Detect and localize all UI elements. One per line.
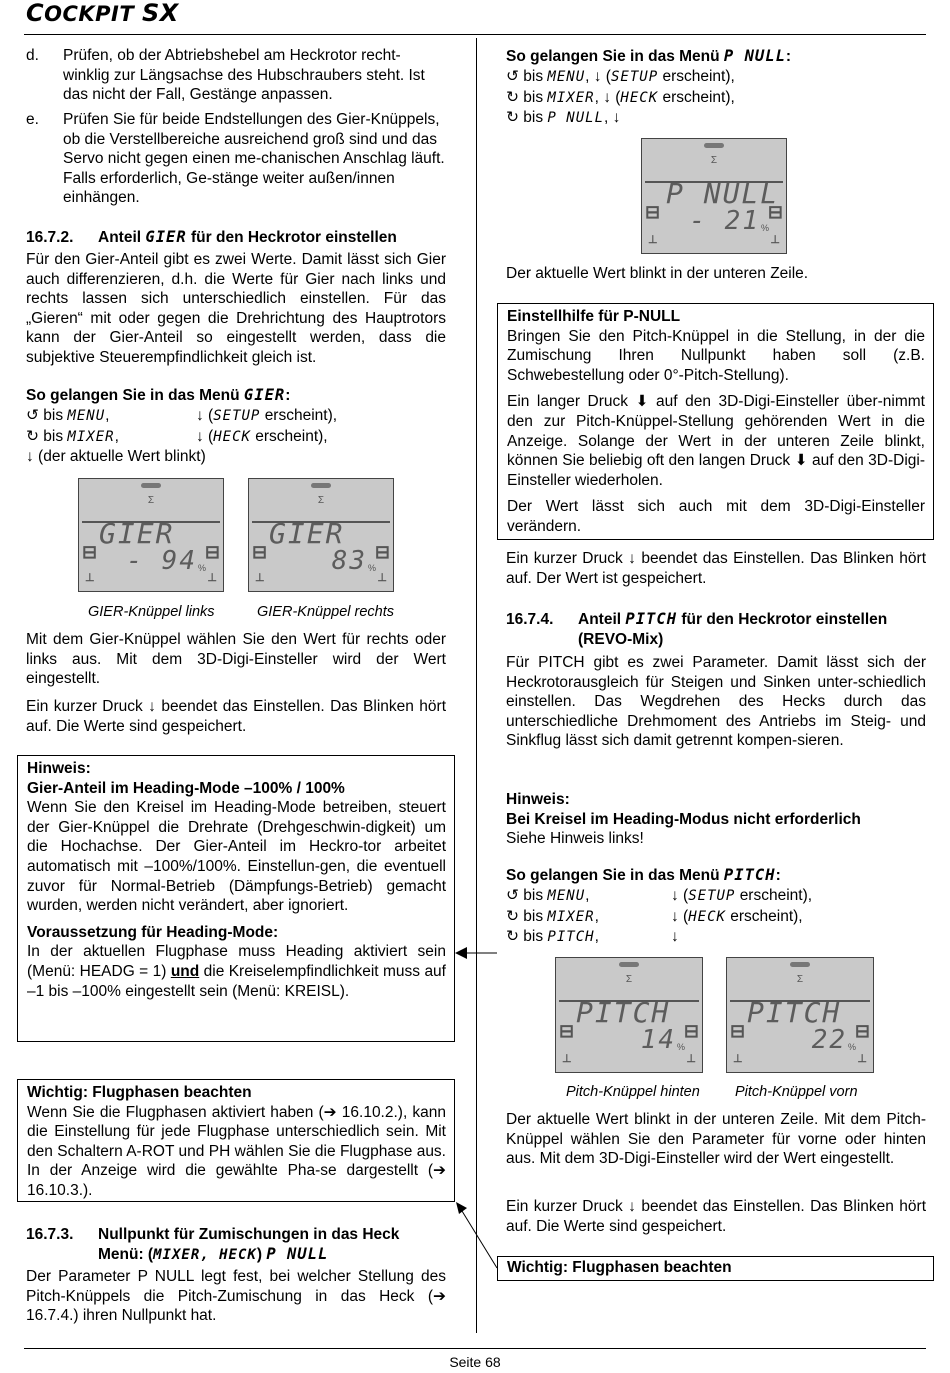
menu-path-heading-pitch: So gelangen Sie in das Menü PITCH: — [506, 866, 781, 884]
caption-pitch-front: Pitch-Knüppel vorn — [735, 1084, 858, 1100]
warning-box-flight-phases-right: Wichtig: Flugphasen beachten — [497, 1256, 934, 1281]
menu-path-heading: So gelangen Sie in das Menü GIER: — [26, 386, 291, 404]
para-blink-pitch: Der aktuelle Wert blinkt in der unteren Zeile. Mit dem Pitch-Knüppel wählen Sie den Parameter für vorne oder hinten aus. Mit dem 3D-Digi-Einsteller wird der Wert eingestellt. — [506, 1111, 926, 1168]
section-body-16-7-4: Für PITCH gibt es zwei Parameter. Damit lässt sich der Heckrotorausgleich für Steigen und Sinken unter-schiedlich einstellen. Das Wegdrehen des Hecks durch das unterschiedliche Drehmoment des Antriebs im Steig- und Sinkflug lässt sich damit getrennt kompen-sieren. — [506, 654, 926, 750]
lcd-screen-pitch-rear: Σ PITCH 14 % ⊟ ⊟ ⊥ ⊥ — [555, 957, 703, 1073]
section-heading-16-7-4: 16.7.4. Anteil PITCH für den Heckrotor einstellen (REVO-Mix) — [506, 610, 888, 648]
blink-line: Der aktuelle Wert blinkt in der unteren Zeile. — [506, 265, 809, 282]
para-short-press-pitch: Ein kurzer Druck ↓ beendet das Einstellen. Das Blinken hört auf. Die Werte sind gespeichert. — [506, 1198, 926, 1235]
warning-box-flight-phases: Wichtig: Flugphasen beachten Wenn Sie die Flugphasen aktiviert haben (➔ 16.10.2.), kann die Einstellung für jede Flugphase unterschiedlich sein. Mit den Schaltern A-ROT und PH wählen Sie die Flugphase aus. In der Anzeige wird die gewählte Pha-se dargestellt (➔ 16.10.3.). — [17, 1079, 455, 1202]
note-box-heading-mode: Hinweis: Gier-Anteil im Heading-Mode –100% / 100% Wenn Sie den Kreisel im Heading-Mode betreiben, steuert der Gier-Knüppel die Drehrate (Drehgeschwin-digkeit) um die Hochachse. Der Gier-Anteil im Heckro-tor arbeitet automatisch mit –100%/100%. Einstellun-gen, die eventuell zuvor für Normal-Betrieb (Dämpfungs-Betrieb) gemacht wurden, werden nicht verändert, aber ignoriert. Voraussetzung für Heading-Mode: In der aktuellen Flugphase muss Heading aktiviert sein (Menü: HEADG = 1) und die Kreiselempfindlichkeit muss auf –1 bis –100% eingestellt sein (Menü: KREISL). — [17, 755, 455, 1042]
menu-path-steps: ↺ bis MENU, ↓ (SETUP erscheint), ↻ bis MIXER, ↓ (HECK erscheint), ↓ (der aktuelle Wert blinkt) — [26, 407, 338, 466]
para-short-press: Ein kurzer Druck ↓ beendet das Einstellen. Das Blinken hört auf. Die Werte sind gespeichert. — [26, 698, 446, 735]
footer-rule — [24, 1348, 926, 1349]
menu-path-steps-pitch: ↺ bis MENU, ↓ (SETUP erscheint), ↻ bis MIXER, ↓ (HECK erscheint), ↻ bis PITCH, ↓ — [506, 887, 813, 946]
para-select: Mit dem Gier-Knüppel wählen Sie den Wert für rechts oder links aus. Mit dem 3D-Digi-Einsteller wird der Wert eingestellt. — [26, 631, 446, 688]
section-body-16-7-3: Der Parameter P NULL legt fest, bei welcher Stellung des Pitch-Knüppels die Pitch-Zumischung in das Heck (➔ 16.7.4.) ihren Nullpunkt hat. — [26, 1268, 446, 1325]
list-item-e: e. Prüfen Sie für beide Endstellungen des Gier-Knüppels, ob die Verstellbereiche ausreichend groß sind und das Servo nicht gegen einen me-chanischen Anschlag läuft. Falls erforderlich, Ge-stänge weiter außen/innen einhängen. — [26, 111, 445, 207]
page-number: Seite 68 — [449, 1354, 501, 1370]
section-body-16-7-2: Für den Gier-Anteil gibt es zwei Werte. Damit lässt sich Gier auch differenzieren, d.h. die Werte für Gier nach links und rechts lassen sich unterschiedlich einstellen. Für das „Gieren“ mit oder gegen die Drehrichtung des Hauptrotors kann der Gier-Anteil so eingestellt werden, dass die subjektive Steuerempfindlichkeit gleich ist. — [26, 251, 446, 366]
caption-gier-right: GIER-Knüppel rechts — [257, 604, 395, 620]
para-short-press-pnull: Ein kurzer Druck ↓ beendet das Einstellen. Das Blinken hört auf. Der Wert ist gespeichert. — [506, 550, 926, 587]
list-item-d: d. Prüfen, ob der Abtriebshebel am Heckrotor recht-winklig zur Längsachse des Hubschraubers steht. Ist das nicht der Fall, Gestänge anpassen. — [26, 47, 425, 104]
lcd-screen-gier-left: Σ GIER - 94 % ⊟ ⊟ ⊥ ⊥ — [78, 478, 224, 592]
brand-header: COCKPIT SX — [26, 0, 179, 27]
section-heading-16-7-2: 16.7.2. Anteil GIER für den Heckrotor einstellen — [26, 228, 397, 246]
help-box-pnull: Einstellhilfe für P-NULL Bringen Sie den Pitch-Knüppel in die Stellung, in der die Zumischung Ihren Nullpunkt haben soll (z.B. Schwebestellung oder 0°-Pitch-Stellung). Ein langer Druck ⬇ auf den 3D-Digi-Einsteller über-nimmt den zur Pitch-Knüppel-Stellung gehörenden Wert in die Anzeige. Solange der Wert in der unteren Zeile blinkt, können Sie beliebig oft den langen Druck ⬇ auf den 3D-Digi-Einsteller wiederholen. Der Wert lässt sich auch mit dem 3D-Digi-Einsteller verändern. — [497, 303, 934, 540]
lcd-screen-gier-right: Σ GIER 83 % ⊟ ⊟ ⊥ ⊥ — [248, 478, 394, 592]
menu-path-heading-pnull: So gelangen Sie in das Menü P NULL: — [506, 47, 792, 65]
lcd-screen-pnull: Σ P NULL - 21 % ⊟ ⊟ ⊥ ⊥ — [641, 138, 787, 254]
menu-path-steps-pnull: ↺ bis MENU, ↓ (SETUP erscheint), ↻ bis MIXER, ↓ (HECK erscheint), ↻ bis P NULL, ↓ — [506, 68, 735, 127]
lcd-screen-pitch-front: Σ PITCH 22 % ⊟ ⊟ ⊥ ⊥ — [726, 957, 874, 1073]
caption-gier-left: GIER-Knüppel links — [88, 604, 215, 620]
hint-heading-mode: Hinweis: Bei Kreisel im Heading-Modus nicht erforderlich Siehe Hinweis links! — [506, 791, 861, 848]
section-heading-16-7-3: 16.7.3. Nullpunkt für Zumischungen in das Heck Menü: (MIXER, HECK) P NULL — [26, 1226, 400, 1263]
caption-pitch-rear: Pitch-Knüppel hinten — [566, 1084, 700, 1100]
